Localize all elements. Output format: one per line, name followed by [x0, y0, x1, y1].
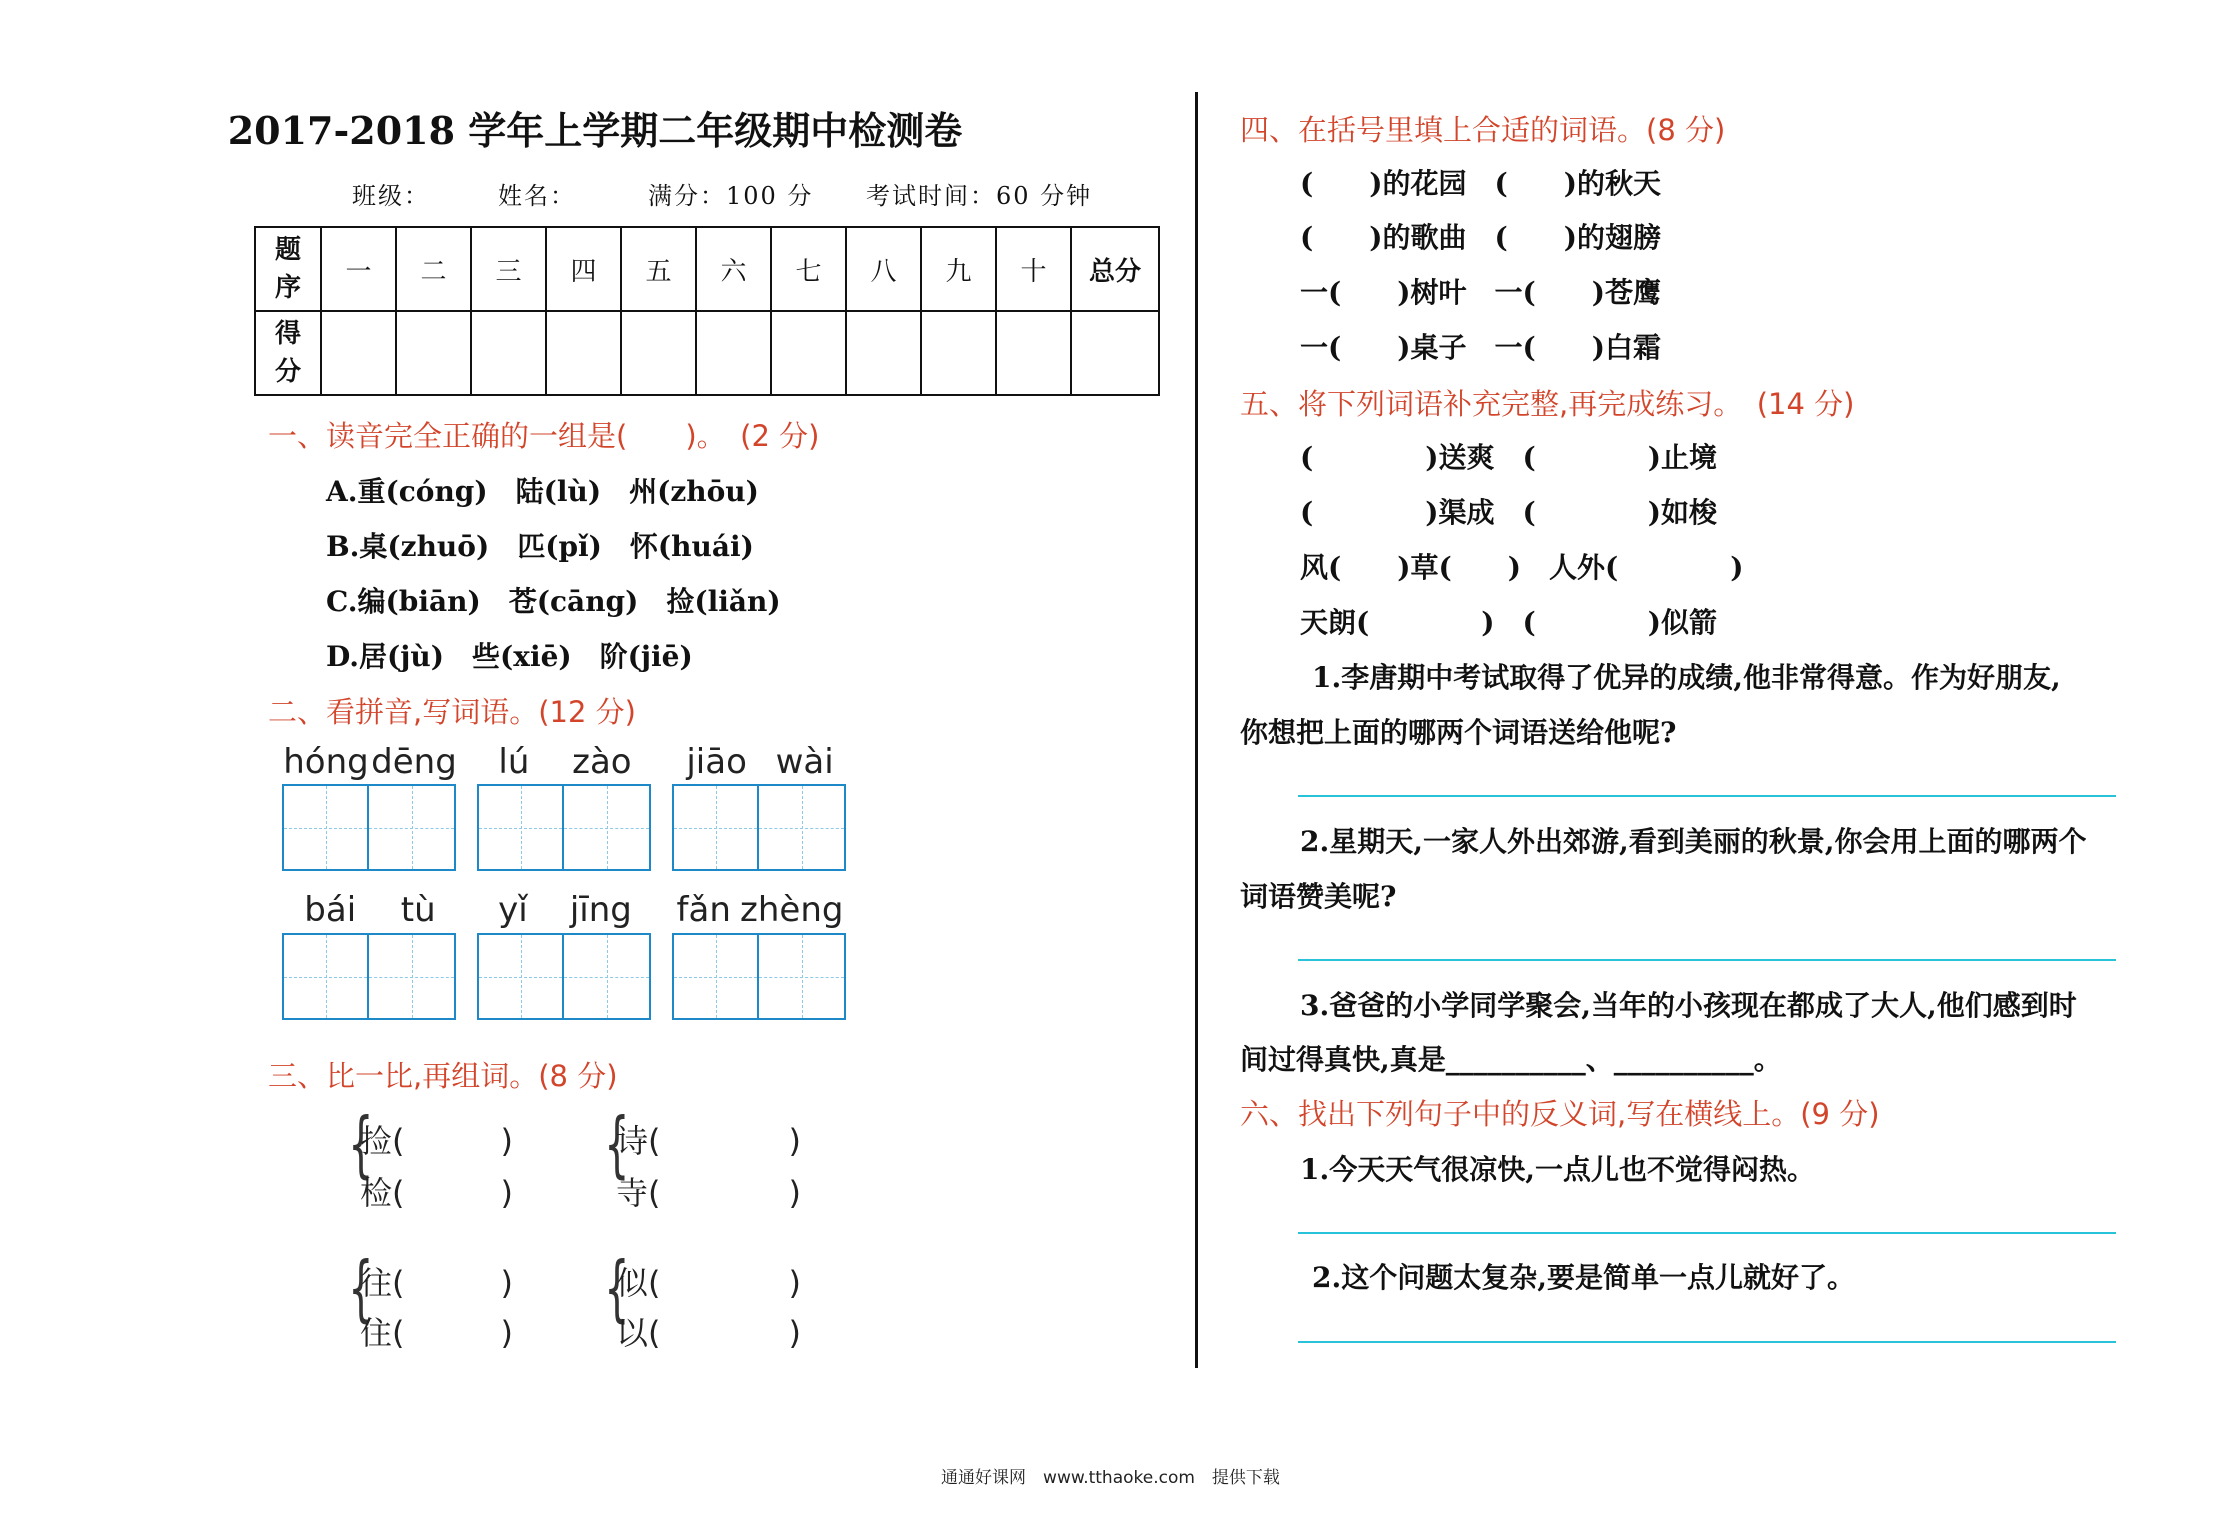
pinyin: fǎn [676, 890, 731, 930]
brace-icon: { [348, 1102, 374, 1186]
answer-line[interactable] [1298, 1341, 2116, 1343]
q6-title: 六、找出下列句子中的反义词,写在横线上。(9 分) [1240, 1097, 1880, 1131]
info-time: 考试时间：60 分钟 [866, 182, 1093, 210]
writing-grid[interactable] [477, 784, 651, 871]
score-table [254, 226, 1160, 396]
pinyin: jiāo [686, 742, 747, 782]
info-name: 姓名： [498, 182, 576, 210]
compare-word[interactable]: 检( ) [360, 1174, 513, 1212]
col-head: 十 [996, 227, 1071, 311]
writing-grid[interactable] [477, 933, 651, 1020]
score-cell[interactable] [546, 311, 621, 395]
score-cell[interactable] [771, 311, 846, 395]
answer-line[interactable] [1298, 959, 2116, 961]
q4-line[interactable]: 一( )桌子 一( )白霜 [1300, 331, 1661, 364]
col-head: 四 [546, 227, 621, 311]
score-cell-total[interactable] [1071, 311, 1159, 395]
pinyin: yǐ [498, 890, 528, 930]
q4-line[interactable]: 一( )树叶 一( )苍鹰 [1300, 276, 1661, 309]
brace-icon: { [604, 1246, 630, 1330]
pinyin: bái [304, 890, 357, 930]
writing-grid[interactable] [672, 784, 846, 871]
compare-word[interactable]: 以( ) [616, 1314, 801, 1352]
q5-line[interactable]: ( )渠成 ( )如梭 [1300, 496, 1717, 529]
col-head: 二 [396, 227, 471, 311]
pinyin: jīng [569, 890, 632, 930]
row-head-order: 题 序 [255, 227, 321, 311]
score-cell[interactable] [321, 311, 396, 395]
compare-word[interactable]: 诗( ) [616, 1122, 801, 1160]
col-head: 八 [846, 227, 921, 311]
brace-icon: { [348, 1246, 374, 1330]
answer-line[interactable] [1298, 795, 2116, 797]
q5-line[interactable]: 风( )草( ) 人外( ) [1300, 551, 1744, 584]
q5-sub2: 2.星期天,一家人外出郊游,看到美丽的秋景,你会用上面的哪两个 [1300, 825, 2087, 858]
col-head: 一 [321, 227, 396, 311]
score-cell[interactable] [621, 311, 696, 395]
q4-line[interactable]: ( )的花园 ( )的秋天 [1300, 167, 1661, 200]
score-cell[interactable] [921, 311, 996, 395]
q4-line[interactable]: ( )的歌曲 ( )的翅膀 [1300, 221, 1661, 254]
q3-title: 三、比一比,再组词。(8 分) [268, 1059, 618, 1093]
table-row [255, 311, 1159, 395]
info-class: 班级： [352, 182, 430, 210]
q5-line[interactable]: ( )送爽 ( )止境 [1300, 441, 1717, 474]
col-head: 九 [921, 227, 996, 311]
exam-title: 2017-2018 学年上学期二年级期中检测卷 [227, 108, 963, 153]
compare-word[interactable]: 住( ) [360, 1314, 513, 1352]
q5-sub1: 1.李唐期中考试取得了优异的成绩,他非常得意。作为好朋友, [1312, 661, 2061, 694]
info-full-score: 满分：100 分 [648, 182, 814, 210]
col-head: 三 [471, 227, 546, 311]
writing-grid[interactable] [282, 933, 456, 1020]
writing-grid[interactable] [672, 933, 846, 1020]
score-cell[interactable] [471, 311, 546, 395]
score-cell[interactable] [696, 311, 771, 395]
pinyin: wài [775, 742, 834, 782]
pinyin: dēng [371, 742, 457, 782]
writing-grid[interactable] [282, 784, 456, 871]
compare-word[interactable]: 寺( ) [616, 1174, 801, 1212]
col-head-total: 总分 [1071, 227, 1159, 311]
compare-word[interactable]: 捡( ) [360, 1122, 513, 1160]
pinyin: zào [572, 742, 632, 782]
pinyin: tù [400, 890, 436, 930]
score-cell[interactable] [996, 311, 1071, 395]
q5-line[interactable]: 天朗( ) ( )似箭 [1300, 606, 1717, 639]
pinyin: lú [498, 742, 530, 782]
footer-credit: 通通好课网 www.tthaoke.com 提供下载 [941, 1468, 1280, 1488]
brace-icon: { [604, 1102, 630, 1186]
q5-sub2-cont: 词语赞美呢? [1240, 880, 1397, 913]
q5-title: 五、将下列词语补充完整,再完成练习。 (14 分) [1240, 387, 1855, 421]
row-head-score: 得 分 [255, 311, 321, 395]
compare-word[interactable]: 往( ) [360, 1264, 513, 1302]
q1-option-d[interactable]: D.居(jù) 些(xiē) 阶(jiē) [326, 640, 693, 673]
q1-option-c[interactable]: C.编(biān) 苍(cāng) 捡(liǎn) [326, 585, 781, 618]
q5-sub3: 3.爸爸的小学同学聚会,当年的小孩现在都成了大人,他们感到时 [1300, 989, 2077, 1022]
q6-sub1: 1.今天天气很凉快,一点儿也不觉得闷热。 [1300, 1153, 1815, 1186]
column-divider [1195, 92, 1198, 1368]
q6-sub2: 2.这个问题太复杂,要是简单一点儿就好了。 [1312, 1261, 1855, 1294]
score-cell[interactable] [396, 311, 471, 395]
answer-line[interactable] [1298, 1232, 2116, 1234]
col-head: 五 [621, 227, 696, 311]
pinyin: zhèng [740, 890, 844, 930]
q1-option-b[interactable]: B.桌(zhuō) 匹(pǐ) 怀(huái) [326, 530, 754, 563]
q5-sub1-cont: 你想把上面的哪两个词语送给他呢? [1240, 716, 1677, 749]
col-head: 六 [696, 227, 771, 311]
q5-sub3-cont[interactable]: 间过得真快,真是__________、__________。 [1240, 1043, 1782, 1076]
q2-title: 二、看拼音,写词语。(12 分) [268, 695, 636, 729]
q1-option-a[interactable]: A.重(cóng) 陆(lù) 州(zhōu) [326, 475, 759, 508]
table-row [255, 227, 1159, 311]
q1-title: 一、读音完全正确的一组是( )。 (2 分) [268, 419, 820, 453]
col-head: 七 [771, 227, 846, 311]
compare-word[interactable]: 似( ) [616, 1264, 801, 1302]
pinyin: hóng [283, 742, 369, 782]
q4-title: 四、在括号里填上合适的词语。(8 分) [1240, 113, 1726, 147]
score-cell[interactable] [846, 311, 921, 395]
